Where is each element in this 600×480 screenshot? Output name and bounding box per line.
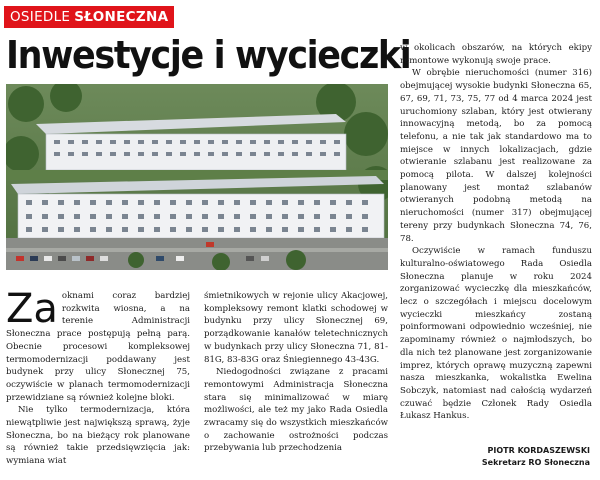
section-label: OSIEDLE <box>10 9 71 25</box>
paragraph: śmietnikowych w rejonie ulicy Akacjowej, kompleksowy remont klatki schodowej w budynku przy ulicy Słonecznej 69, porządkowanie kanałów teletechnicznych w budynkach przy ulicy Słoneczna 71, 81-81G, 83-83G oraz Śniegiennego 43-43G. <box>204 291 388 365</box>
article-column-1 <box>6 286 190 468</box>
author-role: Sekretarz RO Słoneczna <box>481 458 590 467</box>
paragraph: oknami coraz bardziej rozkwita wiosna, a na terenie Administracji Słoneczna prace postępują pełną parą. Obecnie procesowi kompleksowej termomodernizacji poddawany jest budynek przy ulicy Słonecznej 75, oczywiście w planach termomodernizacji przewidziane są również kolejne bloki. <box>6 291 190 403</box>
article-photo <box>6 84 388 270</box>
headline: Inwestycje i wycieczki <box>6 33 411 77</box>
aerial-photo-illustration <box>6 84 388 270</box>
author-signature <box>482 445 590 469</box>
section-name: SŁONECZNA <box>74 9 169 25</box>
paragraph: Oczywiście w ramach funduszu kulturalno-oświatowego Rada Osiedla Słoneczna planuje w roku 2024 zorganizować wycieczkę dla mieszkańców, lecz o szczegółach i miejscu docelowym wycieczki mieszkańcy zostaną poinformowani odpowiednio wcześniej, nie zapominamy również o najmłodszych, bo dla nich też planowane jest zorganizowanie imprez, których oprawę muzyczną zapewni nasza mieszkanka, wokalistka Ewelina Sobczyk, natomiast nad całością wydarzeń czuwać będzie Członek Rady Osiedla Łukasz Hankus. <box>400 246 592 422</box>
section-badge <box>4 6 174 28</box>
article-column-3 <box>400 42 592 423</box>
article-column-2 <box>204 290 388 455</box>
paragraph: W obrębie nieruchomości (numer 316) obejmującej wysokie budynki Słoneczna 65, 67, 69, 71, 73, 75, 77 od 4 marca 2024 jest uruchomiony szlaban, który jest otwierany innowacyjną metodą, bo za pomocą telefonu, a nie tak jak standardowo ma to miejsce w innych lokalizacjach, gdzie otwieranie szlabanu jest realizowane za pomocą pilota. W dalszej kolejności planowany jest montaż szlabanów otwieranych podobną metodą na nieruchomości (numer 317) obejmującej tereny przy budynkach Słoneczna 74, 76, 78. <box>400 68 592 244</box>
drop-cap: Za <box>6 286 58 332</box>
author-name: PIOTR KORDASZEWSKI <box>487 446 590 455</box>
paragraph: w okolicach obszarów, na których ekipy remontowe wykonują swoje prace. <box>400 43 592 66</box>
paragraph: Niedogodności związane z pracami remontowymi Administracja Słoneczna stara się minimalizować w miarę możliwości, ale też my jako Rada Osiedla zwracamy się do wszystkich mieszkańców o zachowanie ostrożności podczas przebywania lub przechodzenia <box>204 367 388 454</box>
paragraph: Nie tylko termodernizacja, która niewątpliwie jest największą sprawą, żyje Słoneczna, bo na bieżący rok planowane są również takie przedsięwzięcia jak: wymiana wiat <box>6 405 190 467</box>
